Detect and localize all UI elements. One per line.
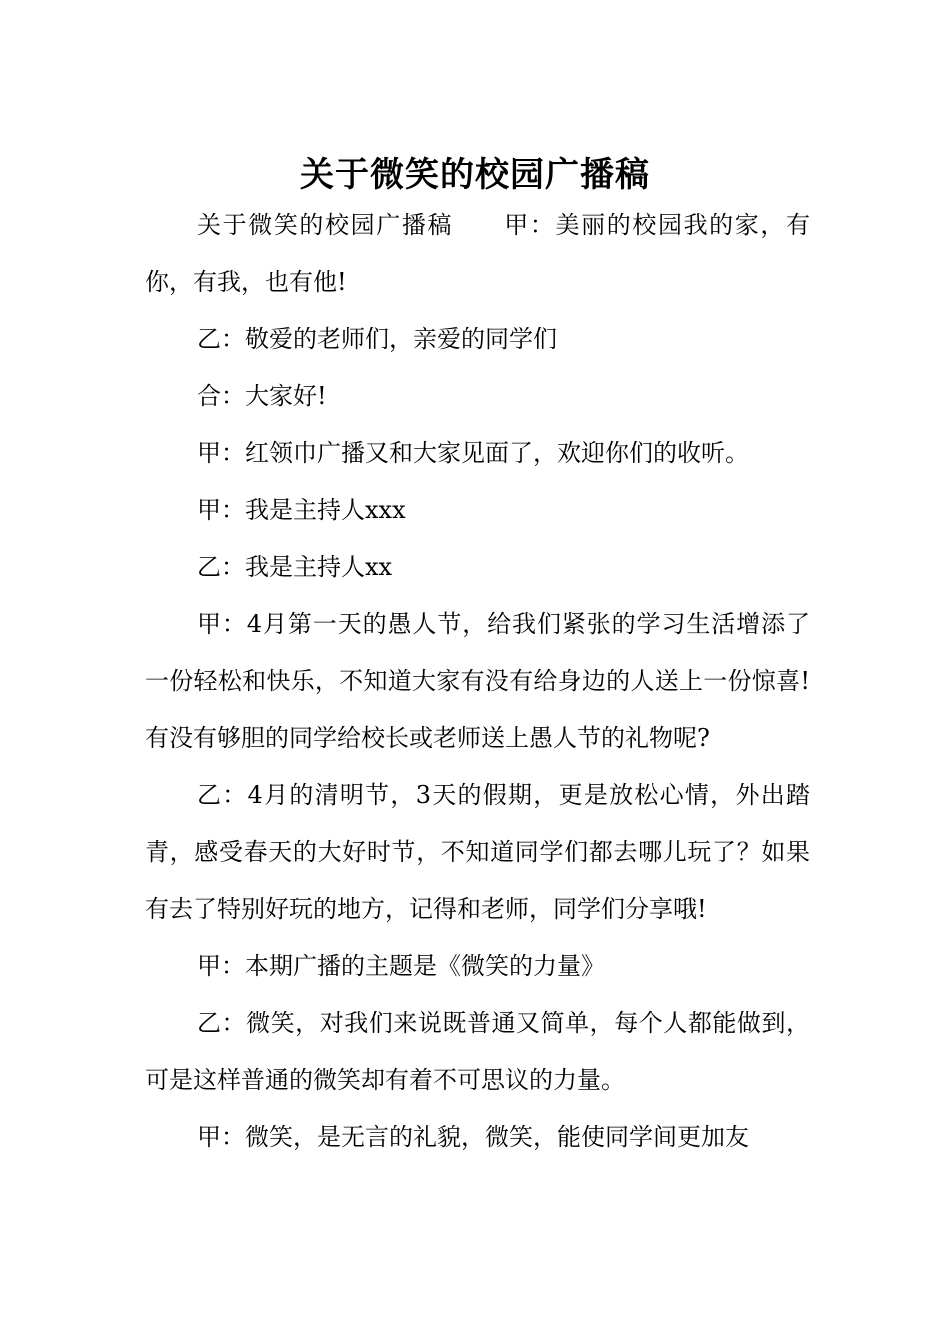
paragraph-host-yi: 乙：我是主持人xx <box>197 553 393 581</box>
document-title: 关于微笑的校园广播稿 <box>300 154 650 195</box>
paragraph-smile-power: 乙：微笑，对我们来说既普通又简单，每个人都能做到，可是这样普通的微笑却有着不可思议的力量。 <box>145 1009 810 1094</box>
paragraph-qingming: 乙：4月的清明节，3天的假期，更是放松心情，外出踏青，感受春天的大好时节，不知道同学们都去哪儿玩了？如果有去了特别好玩的地方，记得和老师，同学们分享哦! <box>145 781 810 923</box>
paragraph-april-fools: 甲：4月第一天的愚人节，给我们紧张的学习生活增添了一份轻松和快乐，不知道大家有没有给身边的人送上一份惊喜!有没有够胆的同学给校长或老师送上愚人节的礼物呢? <box>145 610 810 752</box>
paragraph-greeting-yi: 乙：敬爱的老师们，亲爱的同学们 <box>197 325 557 353</box>
paragraph-intro: 关于微笑的校园广播稿 甲：美丽的校园我的家，有你，有我，也有他! <box>145 211 810 296</box>
paragraph-smile-courtesy: 甲：微笑，是无言的礼貌，微笑，能使同学间更加友 <box>197 1123 749 1151</box>
paragraph-greeting-all: 合：大家好! <box>197 382 327 410</box>
paragraph-welcome: 甲：红领巾广播又和大家见面了，欢迎你们的收听。 <box>197 439 749 467</box>
paragraph-theme: 甲：本期广播的主题是《微笑的力量》 <box>197 952 605 980</box>
paragraph-host-jia: 甲：我是主持人xxx <box>197 496 406 524</box>
document-body <box>145 197 810 1166</box>
